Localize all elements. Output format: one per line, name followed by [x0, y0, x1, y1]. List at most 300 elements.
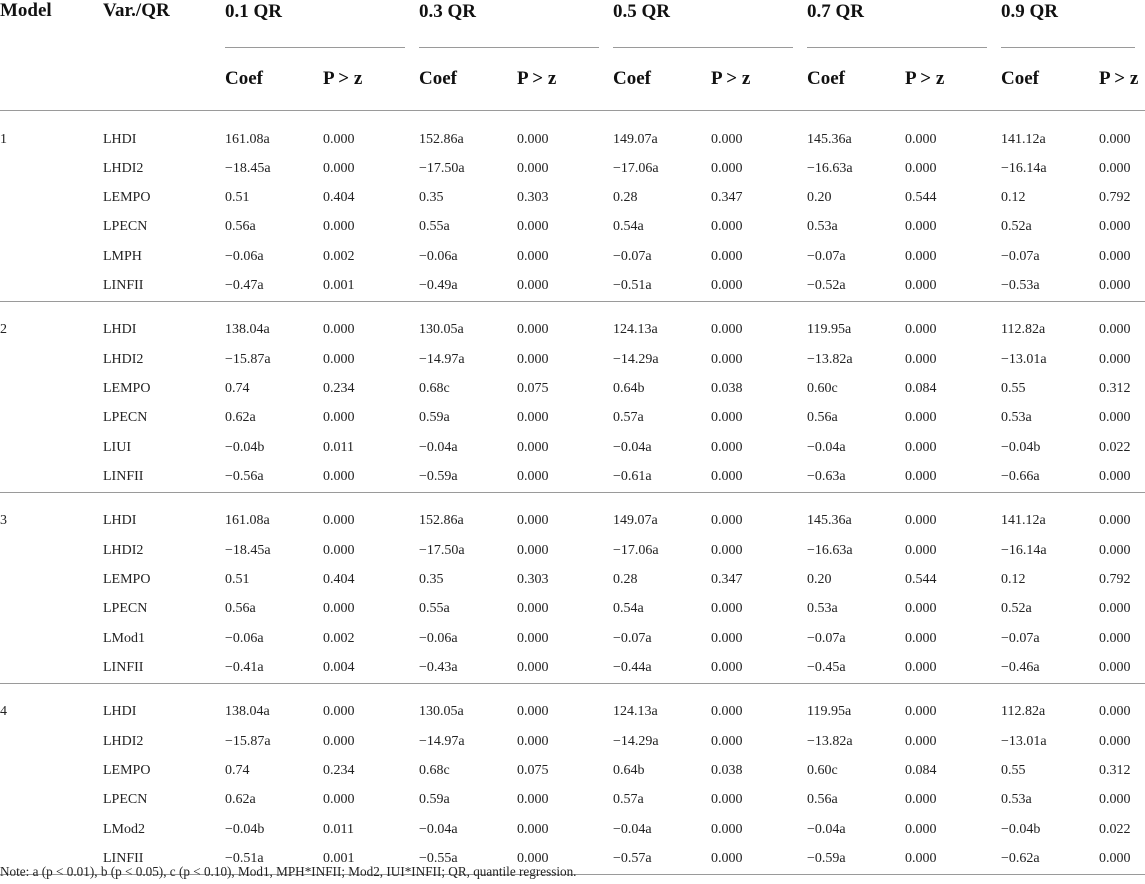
p-value-cell: 0.000 — [517, 601, 549, 617]
p-value-cell: 0.000 — [711, 272, 807, 302]
variable-name: LINFII — [103, 272, 225, 302]
p-value-cell: 0.000 — [711, 219, 743, 235]
p-value-cell: 0.000 — [517, 131, 549, 147]
coef-cell: 0.74 — [225, 762, 250, 778]
p-value-cell: 0.000 — [711, 131, 743, 147]
p-value-cell: 0.000 — [1099, 733, 1131, 749]
coef-cell: −0.07a — [1001, 630, 1040, 646]
p-value-cell: 0.000 — [1099, 219, 1131, 235]
p-value-cell: 0.000 — [711, 410, 743, 426]
header-coef: Coef — [1001, 48, 1099, 111]
p-value-cell: 0.000 — [711, 792, 743, 808]
p-value-cell: 0.000 — [323, 704, 355, 720]
variable-name: LPECN — [103, 219, 148, 235]
p-value-cell: 0.000 — [1099, 322, 1131, 338]
model-number — [0, 786, 103, 815]
p-value-cell: 0.011 — [323, 821, 354, 837]
p-value-cell: 0.000 — [905, 630, 937, 646]
p-value-cell: 0.303 — [517, 190, 549, 206]
coef-cell: −0.07a — [1001, 248, 1040, 264]
table-row — [0, 492, 1145, 536]
coef-cell: 0.68c — [419, 762, 450, 778]
p-value-cell: 0.000 — [711, 463, 807, 493]
p-value-cell: 0.075 — [517, 762, 549, 778]
table-row — [0, 786, 1145, 815]
table-row — [0, 815, 1145, 844]
coef-cell: −17.50a — [419, 542, 465, 558]
header-quantile — [225, 0, 419, 48]
coef-cell: 0.51 — [225, 190, 250, 206]
coef-cell: −0.59a — [419, 463, 517, 493]
p-value-cell: 0.000 — [905, 322, 937, 338]
p-value-cell: 0.001 — [323, 844, 419, 874]
p-value-cell: 0.000 — [517, 463, 613, 493]
p-value-cell: 0.000 — [905, 272, 1001, 302]
coef-cell: −0.46a — [1001, 653, 1099, 683]
coef-cell: −0.49a — [419, 272, 517, 302]
table-row — [0, 433, 1145, 462]
header-row-subcolumns — [0, 48, 1145, 111]
p-value-cell: 0.000 — [323, 351, 355, 367]
coef-cell: −0.47a — [225, 272, 323, 302]
header-coef: Coef — [807, 48, 905, 111]
p-value-cell: 0.000 — [711, 322, 743, 338]
p-value-cell: 0.000 — [323, 322, 355, 338]
model-number — [0, 242, 103, 271]
p-value-cell: 0.000 — [711, 513, 743, 529]
p-value-cell: 0.000 — [517, 630, 549, 646]
coef-cell: −0.66a — [1001, 463, 1099, 493]
coef-cell: 149.07a — [613, 131, 658, 147]
p-value-cell: 0.000 — [905, 653, 1001, 683]
coef-cell: 0.28 — [613, 190, 638, 206]
p-value-cell: 0.000 — [905, 601, 937, 617]
quantile-label: 0.1 QR — [225, 1, 282, 22]
model-number — [0, 463, 103, 493]
coef-cell: −0.04a — [419, 439, 458, 455]
variable-name: LHDI2 — [103, 160, 144, 176]
p-value-cell: 0.000 — [517, 844, 613, 874]
coef-cell: 130.05a — [419, 322, 464, 338]
coef-cell: 0.56a — [225, 219, 256, 235]
table-row — [0, 183, 1145, 212]
coef-cell: 0.56a — [225, 601, 256, 617]
table-row — [0, 154, 1145, 183]
variable-name: LHDI2 — [103, 542, 144, 558]
p-value-cell: 0.000 — [711, 542, 743, 558]
p-value-cell: 0.000 — [517, 322, 549, 338]
coef-cell: 141.12a — [1001, 513, 1046, 529]
coef-cell: 0.55a — [419, 219, 450, 235]
coef-cell: −0.56a — [225, 463, 323, 493]
p-value-cell: 0.000 — [711, 160, 743, 176]
coef-cell: −0.04a — [613, 821, 652, 837]
p-value-cell: 0.022 — [1099, 821, 1131, 837]
coef-cell: 152.86a — [419, 131, 464, 147]
coef-cell: −0.41a — [225, 653, 323, 683]
variable-name: LINFII — [103, 463, 225, 493]
table-row — [0, 756, 1145, 785]
header-blank — [0, 48, 103, 111]
variable-name: LEMPO — [103, 381, 151, 397]
table-row — [0, 683, 1145, 727]
coef-cell: 0.57a — [613, 410, 644, 426]
variable-name: LMod2 — [103, 821, 145, 837]
coef-cell: 0.20 — [807, 571, 832, 587]
p-value-cell: 0.000 — [517, 792, 549, 808]
p-value-cell: 0.792 — [1099, 190, 1131, 206]
p-value-cell: 0.000 — [905, 821, 937, 837]
p-value-cell: 0.000 — [1099, 351, 1131, 367]
coef-cell: −0.43a — [419, 653, 517, 683]
variable-name: LHDI — [103, 704, 137, 720]
model-number — [0, 404, 103, 433]
variable-name: LHDI — [103, 513, 137, 529]
coef-cell: 119.95a — [807, 322, 852, 338]
coef-cell: −16.14a — [1001, 160, 1047, 176]
coef-cell: 152.86a — [419, 513, 464, 529]
coef-cell: −15.87a — [225, 733, 271, 749]
p-value-cell: 0.000 — [517, 410, 549, 426]
coef-cell: −13.01a — [1001, 351, 1047, 367]
coef-cell: 145.36a — [807, 131, 852, 147]
p-value-cell: 0.000 — [323, 601, 355, 617]
p-value-cell: 0.001 — [323, 272, 419, 302]
coef-cell: −0.04a — [807, 821, 846, 837]
model-number: 1 — [0, 131, 7, 147]
coef-cell: 124.13a — [613, 322, 658, 338]
p-value-cell: 0.000 — [711, 439, 743, 455]
coef-cell: −0.59a — [807, 844, 905, 874]
variable-name: LEMPO — [103, 571, 151, 587]
header-p: P > z — [323, 48, 419, 111]
header-p: P > z — [711, 48, 807, 111]
coef-cell: −0.61a — [613, 463, 711, 493]
model-number: 3 — [0, 513, 7, 529]
p-value-cell: 0.000 — [323, 463, 419, 493]
p-value-cell: 0.000 — [905, 160, 937, 176]
p-value-cell: 0.002 — [323, 630, 355, 646]
p-value-cell: 0.000 — [517, 272, 613, 302]
variable-name: LPECN — [103, 601, 148, 617]
p-value-cell: 0.002 — [323, 248, 355, 264]
coef-cell: −0.53a — [1001, 272, 1099, 302]
coef-cell: 0.20 — [807, 190, 832, 206]
coef-cell: 141.12a — [1001, 131, 1046, 147]
p-value-cell: 0.347 — [711, 190, 743, 206]
coef-cell: 0.56a — [807, 410, 838, 426]
header-coef: Coef — [225, 48, 323, 111]
variable-name: LIUI — [103, 439, 131, 455]
header-quantile — [419, 0, 613, 48]
coef-cell: 0.35 — [419, 190, 444, 206]
p-value-cell: 0.000 — [517, 704, 549, 720]
p-value-cell: 0.000 — [323, 219, 355, 235]
p-value-cell: 0.011 — [323, 439, 354, 455]
p-value-cell: 0.000 — [1099, 704, 1131, 720]
p-value-cell: 0.312 — [1099, 762, 1131, 778]
p-value-cell: 0.038 — [711, 381, 743, 397]
p-value-cell: 0.022 — [1099, 439, 1131, 455]
coef-cell: 161.08a — [225, 513, 270, 529]
coef-cell: 0.52a — [1001, 601, 1032, 617]
coef-cell: 0.53a — [807, 219, 838, 235]
table-row — [0, 536, 1145, 565]
model-number — [0, 345, 103, 374]
coef-cell: 124.13a — [613, 704, 658, 720]
coef-cell: 145.36a — [807, 513, 852, 529]
variable-name: LPECN — [103, 410, 148, 426]
header-p: P > z — [517, 48, 613, 111]
coef-cell: −13.82a — [807, 351, 853, 367]
p-value-cell: 0.004 — [323, 653, 419, 683]
coef-cell: −17.06a — [613, 542, 659, 558]
p-value-cell: 0.000 — [1099, 463, 1145, 493]
p-value-cell: 0.000 — [711, 601, 743, 617]
variable-name: LMod1 — [103, 630, 145, 646]
coef-cell: 161.08a — [225, 131, 270, 147]
p-value-cell: 0.000 — [1099, 248, 1131, 264]
coef-cell: −17.50a — [419, 160, 465, 176]
coef-cell: −15.87a — [225, 351, 271, 367]
coef-cell: −0.51a — [225, 844, 323, 874]
table-row — [0, 345, 1145, 374]
coef-cell: 0.60c — [807, 381, 838, 397]
coef-cell: −14.29a — [613, 351, 659, 367]
p-value-cell: 0.000 — [1099, 272, 1145, 302]
table-row — [0, 301, 1145, 345]
model-number — [0, 433, 103, 462]
p-value-cell: 0.000 — [711, 821, 743, 837]
coef-cell: 0.55 — [1001, 381, 1026, 397]
p-value-cell: 0.000 — [905, 733, 937, 749]
model-number — [0, 536, 103, 565]
table-row — [0, 213, 1145, 242]
coef-cell: −18.45a — [225, 542, 271, 558]
p-value-cell: 0.000 — [905, 131, 937, 147]
p-value-cell: 0.000 — [1099, 513, 1131, 529]
coef-cell: −16.14a — [1001, 542, 1047, 558]
p-value-cell: 0.544 — [905, 190, 937, 206]
variable-name: LHDI2 — [103, 351, 144, 367]
coef-cell: −18.45a — [225, 160, 271, 176]
coef-cell: 0.54a — [613, 601, 644, 617]
coef-cell: 0.57a — [613, 792, 644, 808]
p-value-cell: 0.234 — [323, 381, 355, 397]
coef-cell: 0.28 — [613, 571, 638, 587]
variable-name: LHDI — [103, 131, 137, 147]
table-row — [0, 242, 1145, 271]
p-value-cell: 0.000 — [711, 630, 743, 646]
coef-cell: 0.64b — [613, 762, 645, 778]
coef-cell: −0.51a — [613, 272, 711, 302]
quantile-label: 0.3 QR — [419, 1, 476, 22]
p-value-cell: 0.000 — [905, 463, 1001, 493]
p-value-cell: 0.000 — [323, 792, 355, 808]
p-value-cell: 0.000 — [905, 542, 937, 558]
coef-cell: 149.07a — [613, 513, 658, 529]
coef-cell: 138.04a — [225, 322, 270, 338]
coef-cell: 0.54a — [613, 219, 644, 235]
header-p: P > z — [1099, 48, 1145, 111]
coef-cell: −0.45a — [807, 653, 905, 683]
model-number — [0, 595, 103, 624]
table-row — [0, 624, 1145, 653]
coef-cell: −0.06a — [225, 248, 264, 264]
coef-cell: −0.06a — [225, 630, 264, 646]
p-value-cell: 0.404 — [323, 571, 355, 587]
coef-cell: 0.60c — [807, 762, 838, 778]
p-value-cell: 0.000 — [323, 733, 355, 749]
p-value-cell: 0.234 — [323, 762, 355, 778]
coef-cell: 0.74 — [225, 381, 250, 397]
coef-cell: 0.68c — [419, 381, 450, 397]
p-value-cell: 0.000 — [905, 219, 937, 235]
table-row — [0, 272, 1145, 302]
p-value-cell: 0.000 — [711, 844, 807, 874]
header-blank — [103, 48, 225, 111]
p-value-cell: 0.000 — [1099, 653, 1145, 683]
p-value-cell: 0.084 — [905, 762, 937, 778]
p-value-cell: 0.792 — [1099, 571, 1131, 587]
coef-cell: −16.63a — [807, 160, 853, 176]
p-value-cell: 0.000 — [517, 733, 549, 749]
p-value-cell: 0.000 — [905, 513, 937, 529]
table-row — [0, 404, 1145, 433]
header-row-quantiles — [0, 0, 1145, 48]
p-value-cell: 0.000 — [1099, 601, 1131, 617]
quantile-label: 0.7 QR — [807, 1, 864, 22]
header-quantile — [613, 0, 807, 48]
p-value-cell: 0.000 — [323, 542, 355, 558]
variable-name: LINFII — [103, 844, 225, 874]
header-coef: Coef — [419, 48, 517, 111]
coef-cell: 0.12 — [1001, 190, 1026, 206]
table-row — [0, 595, 1145, 624]
coef-cell: 0.12 — [1001, 571, 1026, 587]
coef-cell: 0.51 — [225, 571, 250, 587]
p-value-cell: 0.000 — [1099, 410, 1131, 426]
coef-cell: 0.35 — [419, 571, 444, 587]
p-value-cell: 0.000 — [517, 653, 613, 683]
coef-cell: 138.04a — [225, 704, 270, 720]
coef-cell: 0.55a — [419, 601, 450, 617]
p-value-cell: 0.000 — [905, 410, 937, 426]
table-row — [0, 727, 1145, 756]
coef-cell: −0.04b — [225, 439, 265, 455]
model-number — [0, 815, 103, 844]
p-value-cell: 0.000 — [517, 351, 549, 367]
p-value-cell: 0.000 — [1099, 131, 1131, 147]
p-value-cell: 0.000 — [517, 542, 549, 558]
header-p: P > z — [905, 48, 1001, 111]
coef-cell: 0.59a — [419, 792, 450, 808]
coef-cell: 0.53a — [1001, 792, 1032, 808]
p-value-cell: 0.075 — [517, 381, 549, 397]
coef-cell: 0.59a — [419, 410, 450, 426]
model-number: 4 — [0, 704, 7, 720]
p-value-cell: 0.000 — [711, 653, 807, 683]
variable-name: LPECN — [103, 792, 148, 808]
coef-cell: −17.06a — [613, 160, 659, 176]
coef-cell: −14.97a — [419, 351, 465, 367]
coef-cell: −0.63a — [807, 463, 905, 493]
coef-cell: 0.64b — [613, 381, 645, 397]
model-number — [0, 624, 103, 653]
coef-cell: −14.29a — [613, 733, 659, 749]
coef-cell: 0.53a — [807, 601, 838, 617]
variable-name: LMPH — [103, 248, 142, 264]
coef-cell: −0.44a — [613, 653, 711, 683]
model-number — [0, 727, 103, 756]
coef-cell: −0.62a — [1001, 844, 1099, 874]
coef-cell: −13.82a — [807, 733, 853, 749]
p-value-cell: 0.347 — [711, 571, 743, 587]
quantile-label: 0.5 QR — [613, 1, 670, 22]
quantile-label: 0.9 QR — [1001, 1, 1058, 22]
p-value-cell: 0.000 — [517, 248, 549, 264]
coef-cell: −0.07a — [613, 630, 652, 646]
coef-cell: −0.04a — [807, 439, 846, 455]
p-value-cell: 0.000 — [711, 733, 743, 749]
p-value-cell: 0.000 — [1099, 630, 1131, 646]
p-value-cell: 0.404 — [323, 190, 355, 206]
header-model: Model — [0, 0, 52, 21]
header-var: Var./QR — [103, 0, 170, 21]
model-number — [0, 272, 103, 302]
p-value-cell: 0.000 — [1099, 542, 1131, 558]
model-number — [0, 154, 103, 183]
coef-cell: −0.07a — [613, 248, 652, 264]
p-value-cell: 0.000 — [517, 513, 549, 529]
p-value-cell: 0.000 — [323, 131, 355, 147]
coef-cell: 0.56a — [807, 792, 838, 808]
p-value-cell: 0.000 — [905, 248, 937, 264]
p-value-cell: 0.000 — [323, 160, 355, 176]
coef-cell: −16.63a — [807, 542, 853, 558]
coef-cell: 119.95a — [807, 704, 852, 720]
p-value-cell: 0.000 — [711, 351, 743, 367]
model-number — [0, 213, 103, 242]
coef-cell: −0.52a — [807, 272, 905, 302]
coef-cell: −14.97a — [419, 733, 465, 749]
p-value-cell: 0.000 — [1099, 160, 1131, 176]
coef-cell: −0.04b — [1001, 821, 1041, 837]
p-value-cell: 0.000 — [323, 410, 355, 426]
coef-cell: −0.04b — [225, 821, 265, 837]
p-value-cell: 0.000 — [1099, 792, 1131, 808]
header-quantile — [1001, 0, 1145, 48]
coef-cell: −0.07a — [807, 248, 846, 264]
coef-cell: −0.57a — [613, 844, 711, 874]
model-number: 2 — [0, 322, 7, 338]
coef-cell: 0.53a — [1001, 410, 1032, 426]
coef-cell: 0.52a — [1001, 219, 1032, 235]
coef-cell: −13.01a — [1001, 733, 1047, 749]
coef-cell: −0.07a — [807, 630, 846, 646]
variable-name: LINFII — [103, 653, 225, 683]
table-row — [0, 463, 1145, 493]
p-value-cell: 0.000 — [517, 219, 549, 235]
p-value-cell: 0.000 — [905, 792, 937, 808]
variable-name: LEMPO — [103, 762, 151, 778]
coef-cell: 112.82a — [1001, 704, 1046, 720]
table-row — [0, 111, 1145, 155]
variable-name: LHDI — [103, 322, 137, 338]
coef-cell: 0.55 — [1001, 762, 1026, 778]
coef-cell: −0.06a — [419, 248, 458, 264]
variable-name: LEMPO — [103, 190, 151, 206]
